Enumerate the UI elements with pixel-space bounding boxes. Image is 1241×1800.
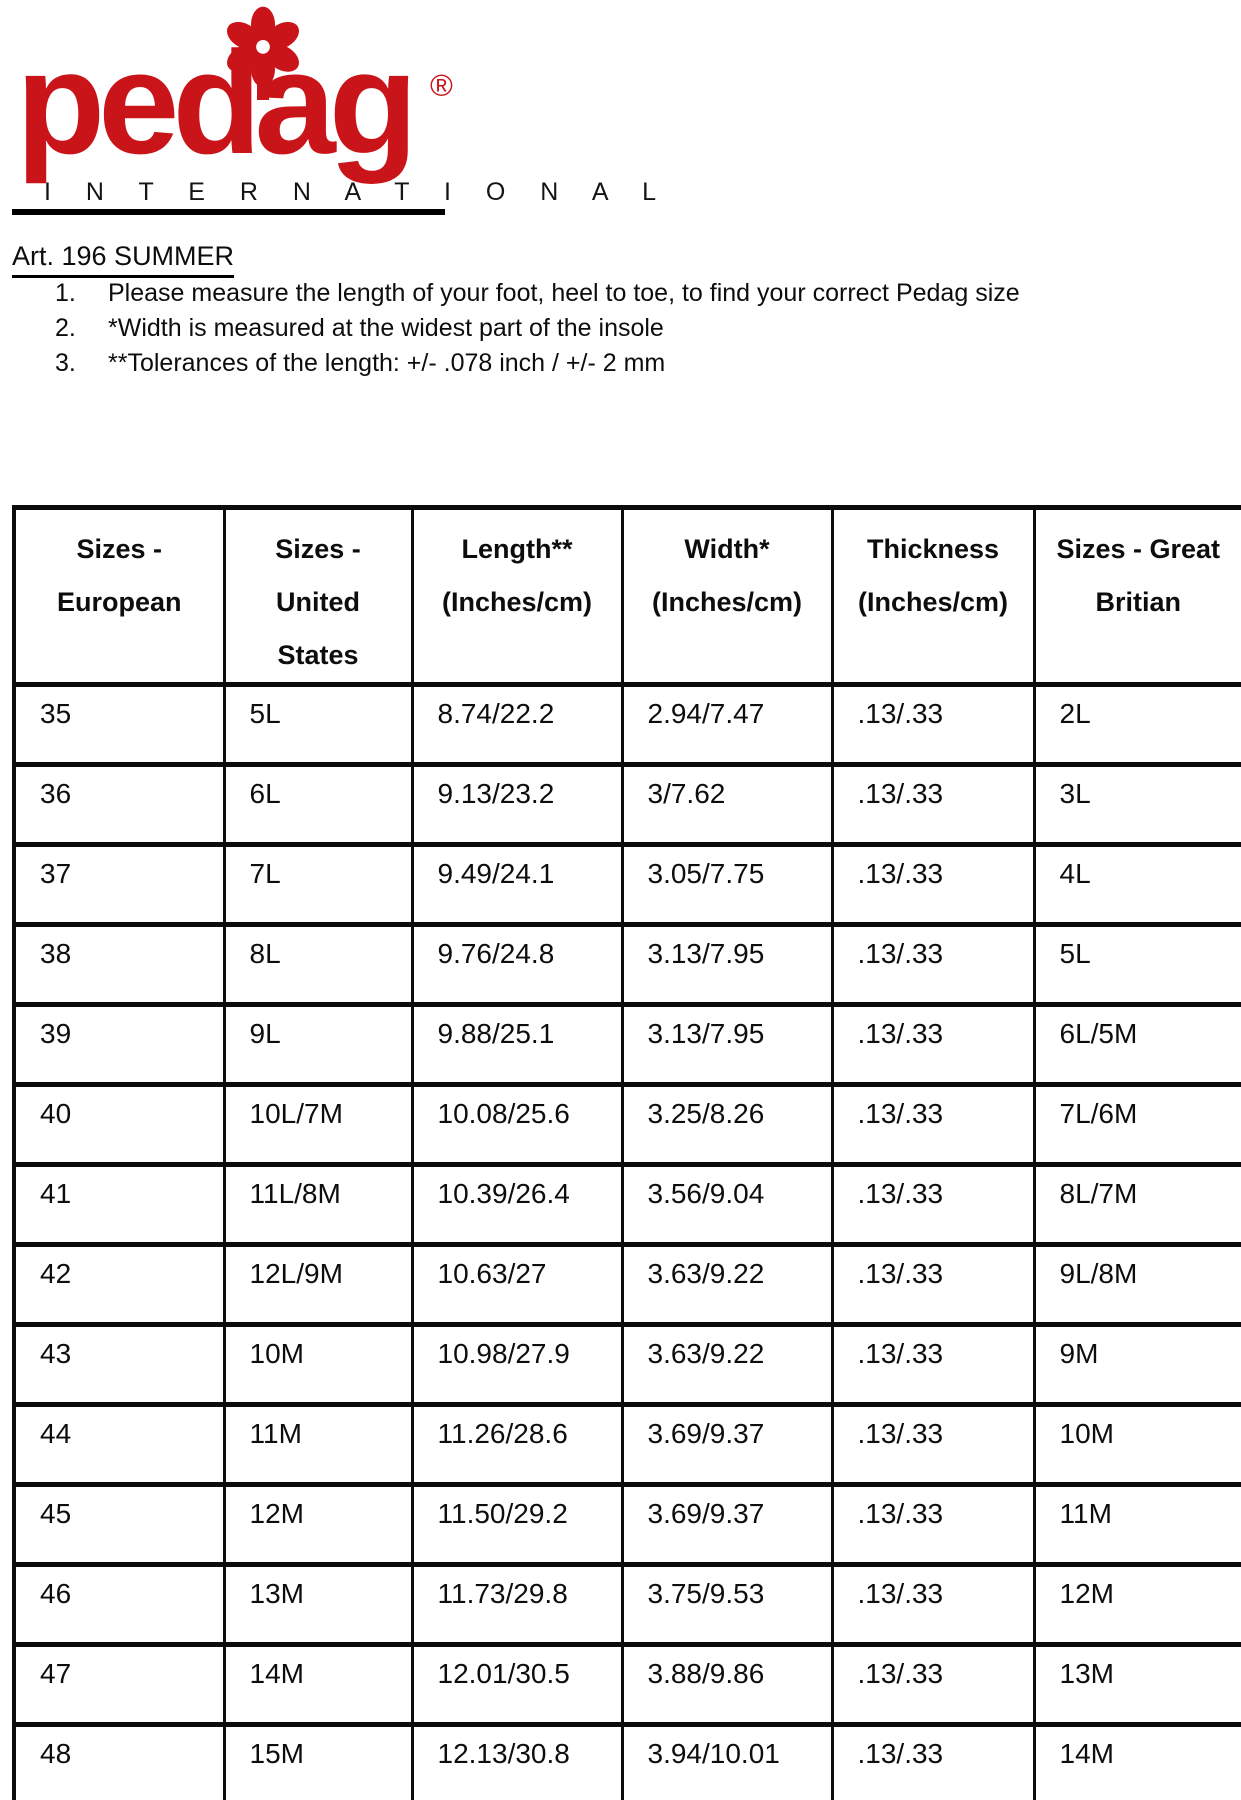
- cell-width: 3.56/9.04: [622, 1165, 832, 1245]
- col-header-length: Length** (Inches/cm): [412, 508, 622, 685]
- size-table-body: [14, 685, 1241, 1800]
- cell-size-us: 13M: [224, 1565, 412, 1645]
- list-item: [55, 276, 1020, 311]
- cell-size-european: 35: [14, 685, 224, 765]
- cell-size-european: 36: [14, 765, 224, 845]
- registered-trademark-icon: ®: [430, 68, 453, 103]
- cell-size-us: 11L/8M: [224, 1165, 412, 1245]
- cell-size-european: 42: [14, 1245, 224, 1325]
- cell-size-gb: 9M: [1034, 1325, 1241, 1405]
- cell-thickness: .13/.33: [832, 925, 1034, 1005]
- cell-size-european: 39: [14, 1005, 224, 1085]
- cell-thickness: .13/.33: [832, 1245, 1034, 1325]
- cell-length: 11.50/29.2: [412, 1485, 622, 1565]
- cell-length: 12.01/30.5: [412, 1645, 622, 1725]
- cell-length: 9.49/24.1: [412, 845, 622, 925]
- table-row: [14, 1725, 1241, 1800]
- cell-size-gb: 8L/7M: [1034, 1165, 1241, 1245]
- cell-size-european: 48: [14, 1725, 224, 1800]
- list-item: [55, 311, 1020, 346]
- cell-thickness: .13/.33: [832, 1645, 1034, 1725]
- cell-size-gb: 5L: [1034, 925, 1241, 1005]
- cell-size-european: 45: [14, 1485, 224, 1565]
- cell-size-european: 37: [14, 845, 224, 925]
- col-header-width: Width* (Inches/cm): [622, 508, 832, 685]
- cell-size-us: 9L: [224, 1005, 412, 1085]
- cell-size-european: 40: [14, 1085, 224, 1165]
- cell-width: 3.69/9.37: [622, 1485, 832, 1565]
- table-row: [14, 765, 1241, 845]
- cell-length: 9.76/24.8: [412, 925, 622, 1005]
- size-chart: [12, 505, 1241, 1800]
- cell-length: 11.73/29.8: [412, 1565, 622, 1645]
- cell-length: 12.13/30.8: [412, 1725, 622, 1800]
- list-item-text: *Width is measured at the widest part of the insole: [108, 314, 664, 342]
- cell-length: 11.26/28.6: [412, 1405, 622, 1485]
- cell-size-us: 8L: [224, 925, 412, 1005]
- cell-length: 10.63/27: [412, 1245, 622, 1325]
- table-row: [14, 1405, 1241, 1485]
- cell-width: 3/7.62: [622, 765, 832, 845]
- cell-width: 3.63/9.22: [622, 1325, 832, 1405]
- cell-size-gb: 3L: [1034, 765, 1241, 845]
- table-row: [14, 845, 1241, 925]
- list-item-number: 3.: [55, 349, 76, 377]
- table-row: [14, 1565, 1241, 1645]
- cell-thickness: .13/.33: [832, 1005, 1034, 1085]
- cell-size-gb: 12M: [1034, 1565, 1241, 1645]
- cell-size-us: 10L/7M: [224, 1085, 412, 1165]
- instruction-list: [55, 276, 1020, 381]
- cell-size-us: 6L: [224, 765, 412, 845]
- list-item-number: 1.: [55, 279, 76, 307]
- cell-size-us: 7L: [224, 845, 412, 925]
- cell-length: 10.39/26.4: [412, 1165, 622, 1245]
- list-item-text: **Tolerances of the length: +/- .078 inch / +/- 2 mm: [108, 349, 666, 377]
- table-row: [14, 1325, 1241, 1405]
- pedag-logo: [0, 0, 671, 220]
- cell-size-gb: 14M: [1034, 1725, 1241, 1800]
- cell-size-us: 11M: [224, 1405, 412, 1485]
- table-row: [14, 1485, 1241, 1565]
- cell-width: 2.94/7.47: [622, 685, 832, 765]
- cell-size-gb: 11M: [1034, 1485, 1241, 1565]
- cell-size-us: 14M: [224, 1645, 412, 1725]
- cell-size-gb: 10M: [1034, 1405, 1241, 1485]
- cell-width: 3.94/10.01: [622, 1725, 832, 1800]
- col-header-thickness: Thickness (Inches/cm): [832, 508, 1034, 685]
- cell-size-european: 41: [14, 1165, 224, 1245]
- cell-thickness: .13/.33: [832, 1165, 1034, 1245]
- list-item: [55, 346, 1020, 381]
- cell-thickness: .13/.33: [832, 1405, 1034, 1485]
- cell-length: 10.98/27.9: [412, 1325, 622, 1405]
- size-table-header: [14, 508, 1241, 685]
- size-table: [12, 505, 1241, 1800]
- table-row: [14, 1165, 1241, 1245]
- cell-size-us: 12L/9M: [224, 1245, 412, 1325]
- logo-underline: [12, 209, 445, 215]
- cell-size-european: 47: [14, 1645, 224, 1725]
- cell-size-gb: 7L/6M: [1034, 1085, 1241, 1165]
- brand-wordmark: pedag: [16, 21, 411, 184]
- article-heading: Art. 196 SUMMER: [12, 241, 234, 278]
- table-row: [14, 925, 1241, 1005]
- cell-width: 3.88/9.86: [622, 1645, 832, 1725]
- cell-size-us: 5L: [224, 685, 412, 765]
- cell-width: 3.75/9.53: [622, 1565, 832, 1645]
- col-header-sizes-united-states: Sizes - United States: [224, 508, 412, 685]
- cell-size-european: 44: [14, 1405, 224, 1485]
- cell-width: 3.13/7.95: [622, 925, 832, 1005]
- cell-width: 3.25/8.26: [622, 1085, 832, 1165]
- brand-subtitle: I N T E R N A T I O N A L: [44, 178, 671, 206]
- cell-thickness: .13/.33: [832, 765, 1034, 845]
- cell-size-gb: 13M: [1034, 1645, 1241, 1725]
- cell-size-us: 15M: [224, 1725, 412, 1800]
- cell-size-us: 12M: [224, 1485, 412, 1565]
- cell-length: 9.13/23.2: [412, 765, 622, 845]
- cell-thickness: .13/.33: [832, 1325, 1034, 1405]
- cell-thickness: .13/.33: [832, 1485, 1034, 1565]
- cell-thickness: .13/.33: [832, 1565, 1034, 1645]
- cell-thickness: .13/.33: [832, 685, 1034, 765]
- cell-size-european: 43: [14, 1325, 224, 1405]
- list-item-number: 2.: [55, 314, 76, 342]
- cell-width: 3.69/9.37: [622, 1405, 832, 1485]
- col-header-sizes-great-britain: Sizes - Great Britian: [1034, 508, 1241, 685]
- cell-thickness: .13/.33: [832, 1725, 1034, 1800]
- table-row: [14, 1005, 1241, 1085]
- cell-size-european: 38: [14, 925, 224, 1005]
- cell-length: 8.74/22.2: [412, 685, 622, 765]
- cell-thickness: .13/.33: [832, 1085, 1034, 1165]
- cell-length: 10.08/25.6: [412, 1085, 622, 1165]
- table-row: [14, 1085, 1241, 1165]
- cell-thickness: .13/.33: [832, 845, 1034, 925]
- table-row: [14, 1245, 1241, 1325]
- table-row: [14, 685, 1241, 765]
- cell-size-european: 46: [14, 1565, 224, 1645]
- cell-size-gb: 2L: [1034, 685, 1241, 765]
- cell-size-gb: 6L/5M: [1034, 1005, 1241, 1085]
- cell-width: 3.13/7.95: [622, 1005, 832, 1085]
- cell-size-gb: 9L/8M: [1034, 1245, 1241, 1325]
- cell-size-gb: 4L: [1034, 845, 1241, 925]
- cell-width: 3.63/9.22: [622, 1245, 832, 1325]
- list-item-text: Please measure the length of your foot, heel to toe, to find your correct Pedag size: [108, 279, 1020, 307]
- cell-width: 3.05/7.75: [622, 845, 832, 925]
- cell-size-us: 10M: [224, 1325, 412, 1405]
- cell-length: 9.88/25.1: [412, 1005, 622, 1085]
- table-row: [14, 1645, 1241, 1725]
- col-header-sizes-european: Sizes - European: [14, 508, 224, 685]
